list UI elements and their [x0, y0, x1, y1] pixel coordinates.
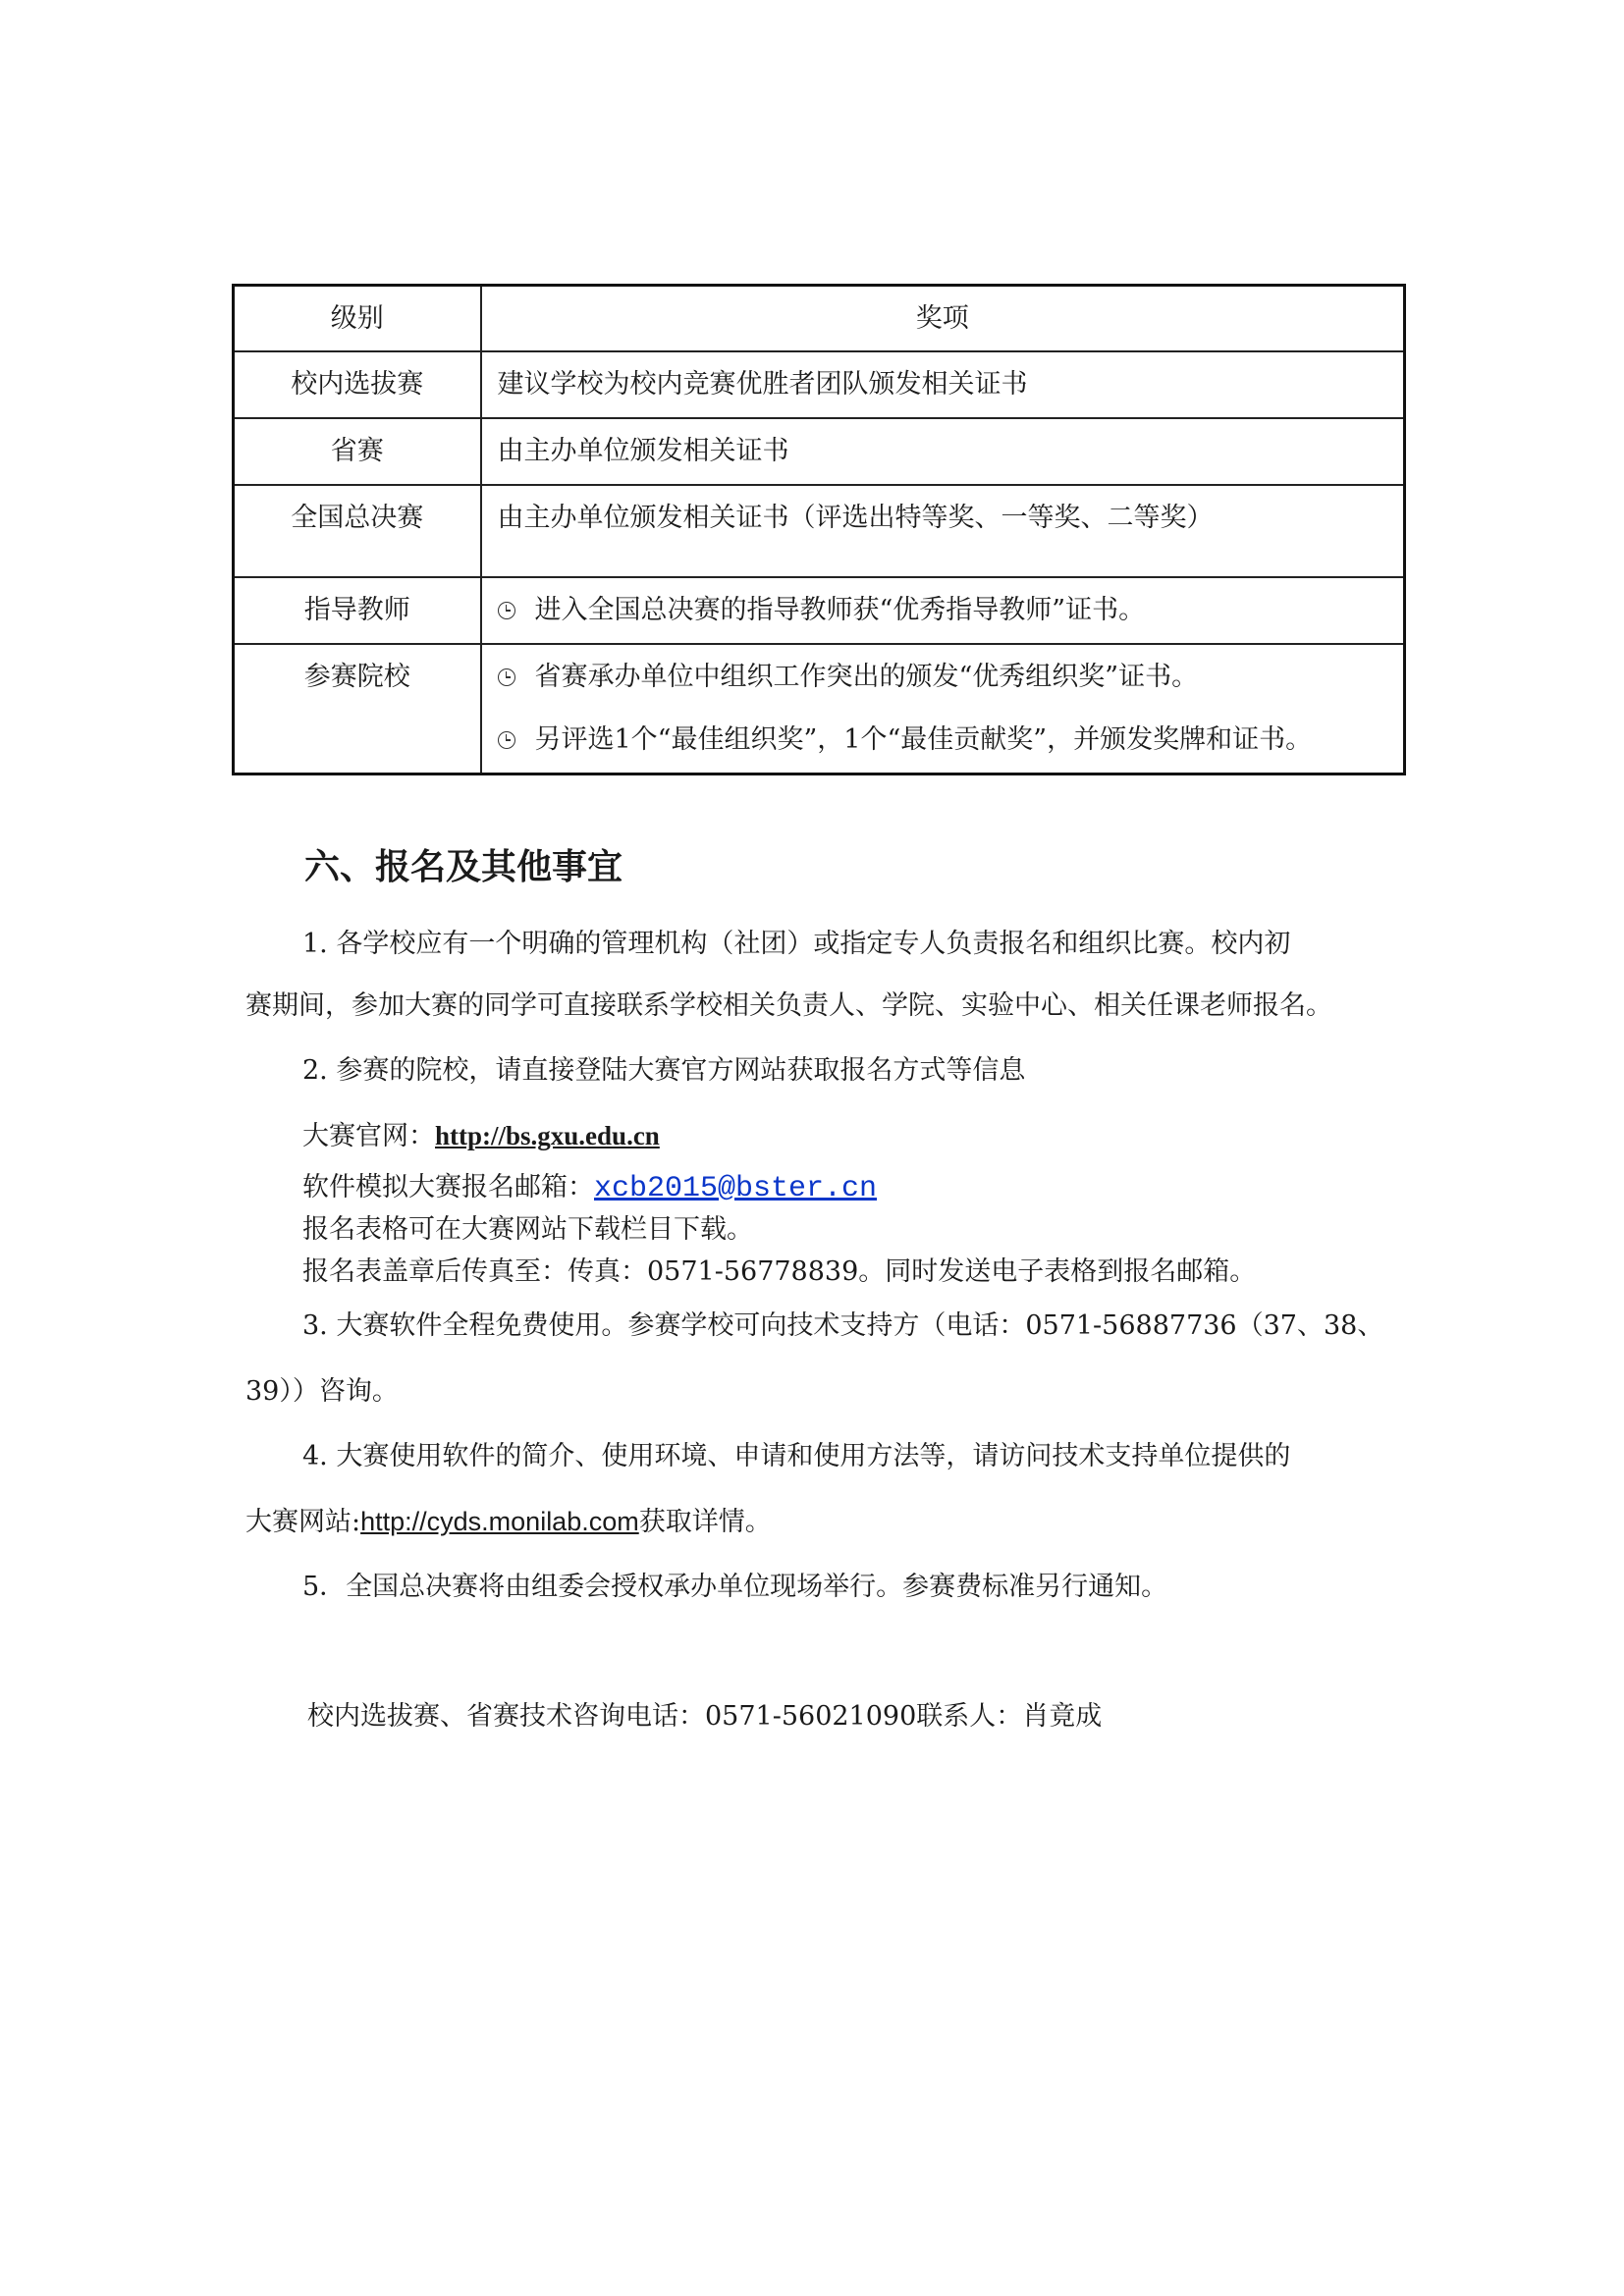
contact-line: 校内选拔赛、省赛技术咨询电话：0571-56021090联系人：肖竟成: [307, 1701, 1103, 1732]
level-text: 参赛院校: [303, 661, 410, 692]
website-link[interactable]: http://bs.gxu.edu.cn: [435, 1121, 660, 1150]
paragraph-3-line-2: 39））咨询。: [245, 1376, 399, 1407]
level-cell: [234, 418, 481, 485]
header-cell-level: [234, 286, 481, 351]
table-header-row: [234, 286, 1405, 351]
table-row: [234, 351, 1405, 418]
awards-table: [232, 284, 1406, 775]
fax-note: 报名表盖章后传真至：传真：0571-56778839。同时发送电子表格到报名邮箱。: [302, 1256, 1257, 1287]
list-item: [498, 723, 1404, 757]
website-label: 大赛官网：: [302, 1121, 435, 1151]
paragraph-4-line-1: 4. 大赛使用软件的简介、使用环境、申请和使用方法等，请访问技术支持单位提供的: [302, 1441, 1291, 1471]
section-heading: 六、报名及其他事宜: [304, 847, 623, 887]
email-line: [302, 1171, 877, 1205]
level-cell: [234, 577, 481, 644]
site-suffix: 获取详情。: [638, 1507, 772, 1537]
level-cell: [234, 351, 481, 418]
award-cell: [481, 351, 1405, 418]
award-text: 建议学校为校内竞赛优胜者团队颁发相关证书: [497, 368, 1028, 400]
award-cell: [481, 485, 1405, 577]
level-text: 全国总决赛: [291, 502, 424, 533]
table-row: [234, 644, 1405, 774]
table-row: [234, 418, 1405, 485]
level-text: 省赛: [330, 435, 384, 466]
table-row: [234, 577, 1405, 644]
table-row: [234, 485, 1405, 577]
award-cell: [481, 418, 1405, 485]
website-line: [302, 1119, 660, 1153]
award-cell: [481, 577, 1405, 644]
paragraph-4-line-2: [245, 1505, 772, 1539]
paragraph-5: 5．全国总决赛将由组委会授权承办单位现场举行。参赛费标准另行通知。: [302, 1572, 1168, 1602]
email-label: 软件模拟大赛报名邮箱：: [302, 1172, 594, 1202]
paragraph-1-line-1: 1. 各学校应有一个明确的管理机构（社团）或指定专人负责报名和组织比赛。校内初: [302, 929, 1291, 959]
level-text: 指导教师: [303, 594, 410, 625]
award-text: 由主办单位颁发相关证书（评选出特等奖、一等奖、二等奖）: [497, 502, 1214, 533]
bullet-text: 进入全国总决赛的指导教师获“优秀指导教师”证书。: [534, 594, 1146, 625]
award-cell: [481, 644, 1405, 774]
level-text: 校内选拔赛: [291, 368, 424, 400]
list-item: [498, 594, 1404, 627]
site-label: 大赛网站:: [245, 1507, 361, 1537]
bullet-text: 另评选1个“最佳组织奖”，1个“最佳贡献奖”，并颁发奖牌和证书。: [534, 723, 1313, 755]
clock-bullet-icon: [498, 668, 515, 686]
level-cell: [234, 485, 481, 577]
paragraph-3-line-1: 3. 大赛软件全程免费使用。参赛学校可向技术支持方（电话：0571-56887736（37、38、: [302, 1310, 1384, 1341]
monilab-link[interactable]: http://cyds.monilab.com: [360, 1507, 639, 1536]
download-note: 报名表格可在大赛网站下载栏目下载。: [302, 1214, 753, 1245]
clock-bullet-icon: [498, 731, 515, 749]
level-cell: [234, 644, 481, 774]
email-link[interactable]: xcb2015@bster.cn: [594, 1172, 878, 1205]
header-cell-award: [481, 286, 1405, 351]
header-level-text: 级别: [330, 303, 384, 334]
header-award-text: 奖项: [915, 303, 969, 334]
award-text: 由主办单位颁发相关证书: [497, 435, 789, 466]
list-item: [498, 661, 1404, 694]
paragraph-2: 2. 参赛的院校，请直接登陆大赛官方网站获取报名方式等信息: [302, 1055, 1026, 1086]
clock-bullet-icon: [498, 602, 515, 619]
bullet-text: 省赛承办单位中组织工作突出的颁发“优秀组织奖”证书。: [534, 661, 1199, 692]
paragraph-1-line-2: 赛期间，参加大赛的同学可直接联系学校相关负责人、学院、实验中心、相关任课老师报名。: [245, 990, 1332, 1021]
